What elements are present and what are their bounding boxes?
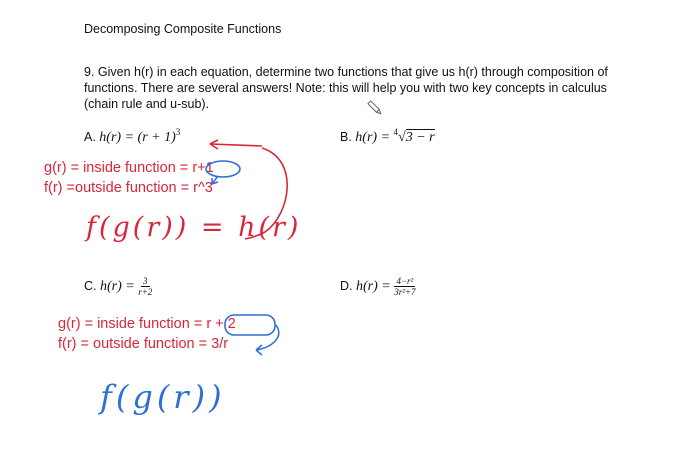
problem-c-label: C.	[84, 278, 97, 293]
red-arrow	[210, 140, 262, 149]
problem-a-rhs: (r + 1)	[137, 130, 176, 145]
problem-d-fraction	[394, 276, 415, 297]
blue-arrow-a	[212, 176, 218, 184]
note-c-line1-prefix: g(r) = inside function =	[58, 316, 203, 332]
problem-d-numerator: 4−r²	[396, 276, 414, 286]
problem-c-numerator: 3	[143, 276, 148, 286]
instructions: 9. Given h(r) in each equation, determine two functions that give us h(r) through composition of functions. There are several answers! Note: this will help you with two key concepts in calculus (chain rule and u-sub).	[84, 65, 608, 111]
blue-arrow-c	[256, 325, 279, 355]
note-a-line2-value: r^3	[193, 180, 213, 196]
problem-a	[84, 127, 181, 146]
problem-c-lhs: h(r) =	[99, 278, 139, 294]
page-title: Decomposing Composite Functions	[84, 22, 282, 36]
note-a-line1-value: r+1	[192, 160, 214, 176]
problem-d	[340, 276, 416, 297]
problem-b-label: B.	[340, 130, 352, 144]
problem-a-lhs: h(r) =	[99, 130, 138, 145]
problem-a-label: A.	[84, 130, 96, 144]
problem-c	[84, 276, 152, 297]
note-c-line2-value: 3/r	[211, 336, 229, 352]
note-c-handwritten: f(g(r))	[100, 378, 226, 416]
problem-d-label: D.	[340, 278, 353, 293]
problem-a-exponent: 3	[175, 127, 181, 137]
problem-d-lhs: h(r) =	[355, 278, 395, 294]
note-a-line2-prefix: f(r) =outside function =	[44, 180, 190, 196]
problem-c-denominator: r+2	[138, 287, 153, 297]
note-a-handwritten: f(g(r)) = h(r)	[86, 212, 302, 243]
note-c-line1-value: r + 2	[206, 316, 236, 332]
problem-d-denominator: 3r²+7	[394, 287, 416, 297]
problem-b-root-index: 4	[393, 127, 399, 137]
radical-sign: √	[398, 130, 406, 145]
note-a-line1-prefix: g(r) = inside function =	[44, 160, 189, 176]
note-c-line2	[58, 336, 228, 352]
note-c-line1	[58, 316, 236, 332]
note-a-line2	[44, 180, 213, 196]
problem-b-radicand: 3 − r	[405, 130, 435, 145]
note-a-line1	[44, 160, 214, 176]
problem-b	[340, 127, 435, 146]
problem-c-fraction	[138, 276, 152, 297]
problem-b-lhs: h(r) =	[355, 130, 394, 145]
note-c-line2-prefix: f(r) = outside function =	[58, 336, 212, 352]
